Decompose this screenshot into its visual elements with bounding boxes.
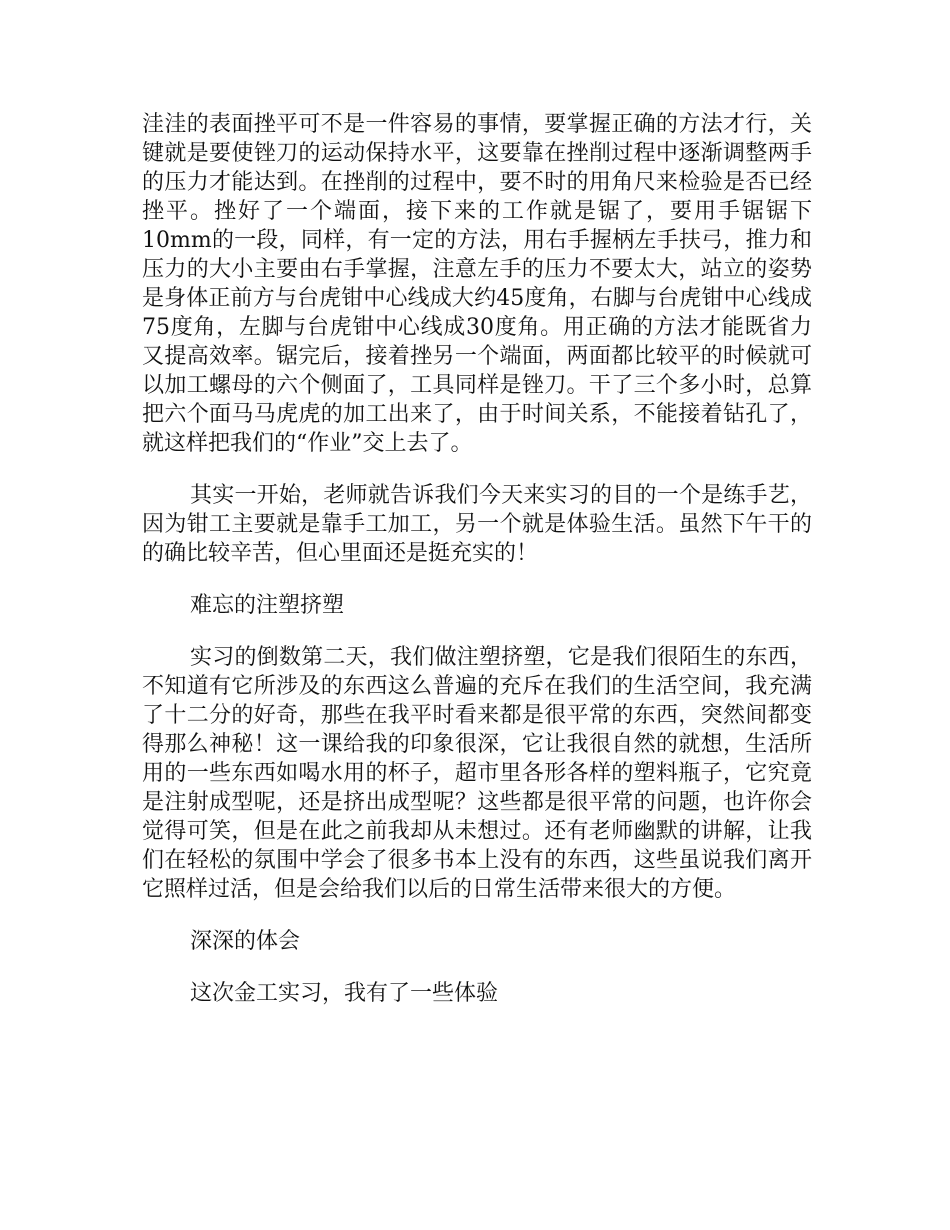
paragraph-filing-sawing: 洼洼的表面挫平可不是一件容易的事情，要掌握正确的方法才行，关键就是要使锉刀的运动保持水平，这要靠在挫削过程中逐渐调整两手的压力才能达到。在挫削的过程中，要不时的用角尺来检验是否已经挫平。挫好了一个端面，接下来的工作就是锯了，要用手锯锯下10mm的一段，同样，有一定的方法，用右手握柄左手扶弓，推力和压力的大小主要由右手掌握，注意左手的压力不要太大，站立的姿势是身体正前方与台虎钳中心线成大约45度角，右脚与台虎钳中心线成75度角，左脚与台虎钳中心线成30度角。用正确的方法才能既省力又提高效率。锯完后，接着挫另一个端面，两面都比较平的时候就可以加工螺母的六个侧面了，工具同样是锉刀。干了三个多小时，总算把六个面马马虎虎的加工出来了，由于时间关系，不能接着钻孔了，就这样把我们的“作业”交上去了。 (142, 112, 812, 456)
paragraph-injection-extrusion: 实习的倒数第二天，我们做注塑挤塑，它是我们很陌生的东西，不知道有它所涉及的东西这么普遍的充斥在我们的生活空间，我充满了十二分的好奇，那些在我平时看来都是很平常的东西，突然间都变得那么神秘！这一课给我的印象很深，它让我很自然的就想，生活所用的一些东西如喝水用的杯子，超市里各形各样的塑料瓶子，它究竟是注射成型呢，还是挤出成型呢？这些都是很平常的问题，也许你会觉得可笑，但是在此之前我却从未想过。还有老师幽默的讲解，让我们在轻松的氛围中学会了很多书本上没有的东西，这些虽说我们离开它照样过活，但是会给我们以后的日常生活带来很大的方便。 (142, 645, 812, 902)
section-heading-reflection: 深深的体会 (190, 929, 301, 954)
section-heading-injection-extrusion: 难忘的注塑挤塑 (190, 593, 345, 618)
paragraph-experience: 这次金工实习，我有了一些体验 (190, 981, 499, 1006)
paragraph-purpose: 其实一开始，老师就告诉我们今天来实习的目的一个是练手艺，因为钳工主要就是靠手工加工，另一个就是体验生活。虽然下午干的的确比较辛苦，但心里面还是挺充实的！ (142, 483, 812, 566)
document-page (142, 110, 812, 1008)
